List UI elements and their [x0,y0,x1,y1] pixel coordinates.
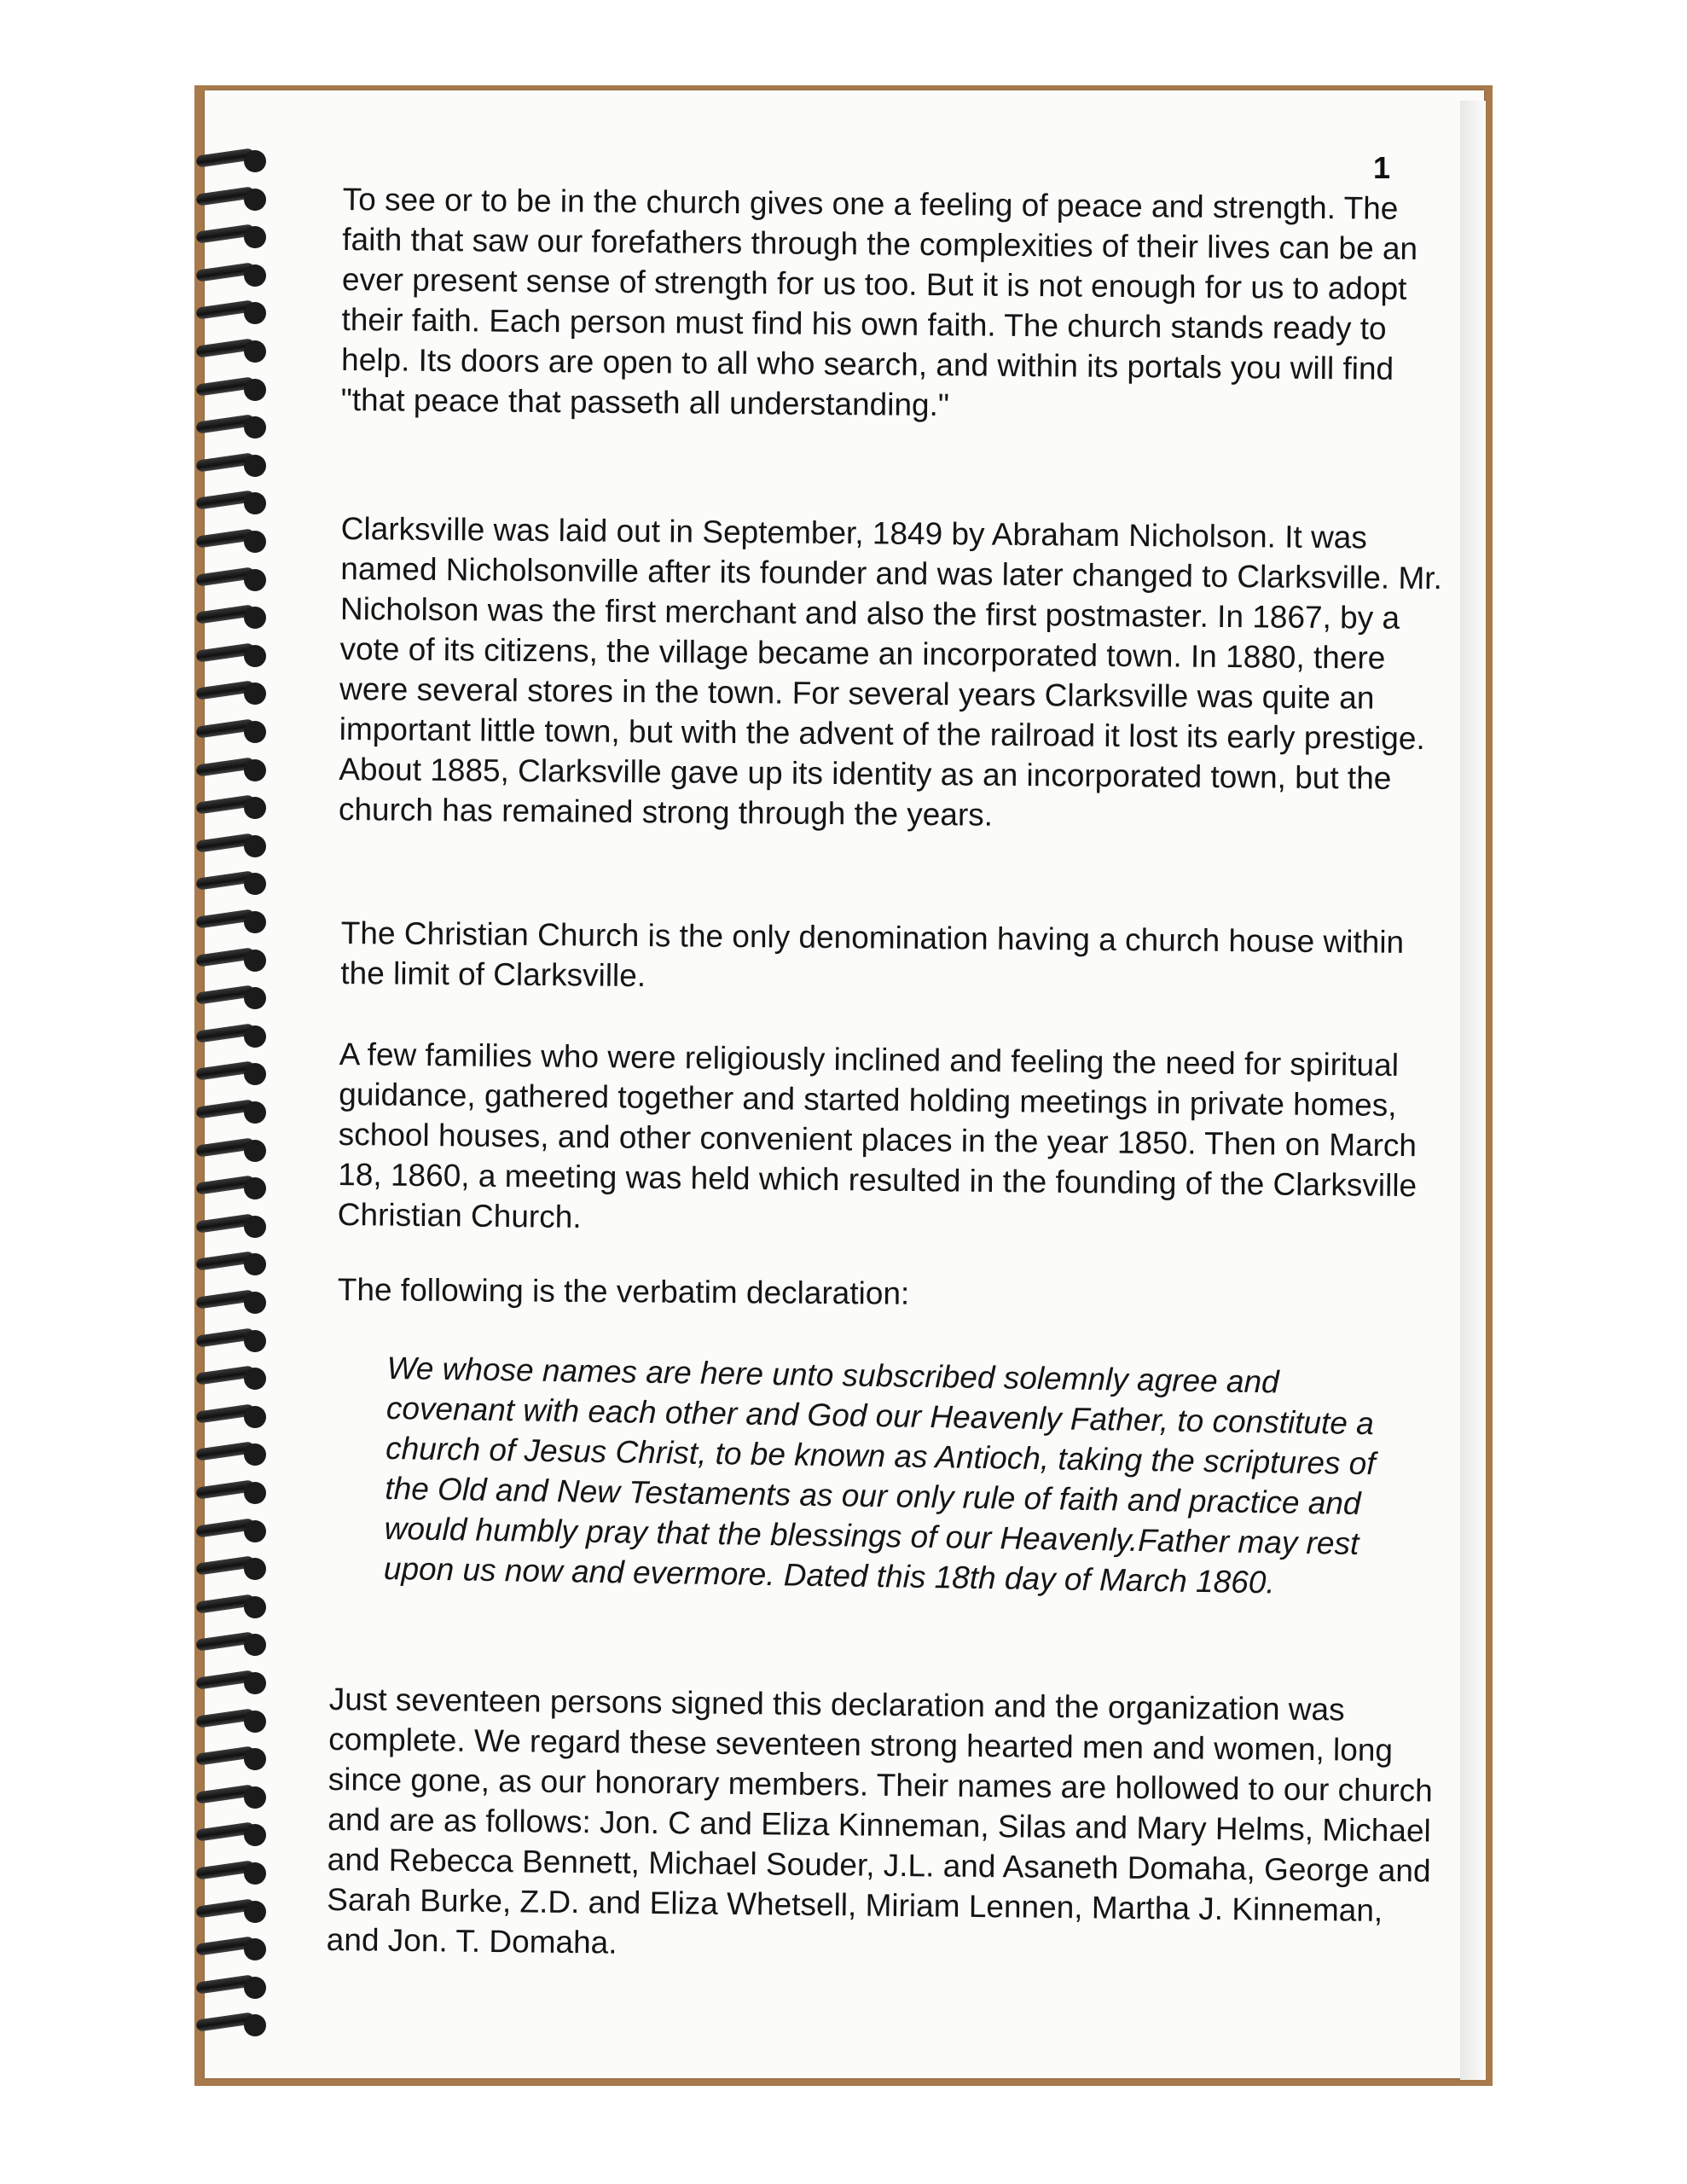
paragraph-signers: Just seventeen persons signed this declaration and the organization was complete. We regard these seventeen strong hearted men and women, long since gone, as our honorary members. Their names are hollowed to our church and are as follows: Jon. C and Eliza Kinneman, Silas and Mary Helms, Michael and Rebecca Bennett, Michael Souder, J.L. and Asaneth Domaha, George and Sarah Burke, Z.D. and Eliza Whetsell, Miriam Lennen, Martha J. Kinneman, and Jon. T. Domaha. [326,1681,1433,1960]
spiral-coil [193,1896,278,1925]
punch-hole [244,1482,266,1504]
punch-hole [244,264,266,287]
punch-hole [244,1901,266,1923]
punch-hole [244,1711,266,1733]
spiral-coil [193,374,278,403]
spiral-coil [193,1743,278,1772]
spiral-coil [193,183,278,212]
punch-hole [244,721,266,743]
spiral-coil [193,1248,278,1277]
punch-hole [244,607,266,629]
punch-hole [244,1063,266,1085]
spiral-coil [193,1819,278,1848]
paragraph-declaration-intro: The following is the verbatim declaration: [337,1271,910,1311]
punch-hole [244,1330,266,1352]
spiral-coil [193,1325,278,1354]
spiral-coil [193,1781,278,1810]
punch-hole [244,1292,266,1314]
spiral-coil [193,830,278,859]
punch-hole [244,189,266,211]
spiral-coil [193,1362,278,1391]
punch-hole [244,1862,266,1885]
punch-hole [244,950,266,972]
punch-hole [244,911,266,933]
spiral-coil [193,601,278,630]
spiral-coil [193,1629,278,1658]
spiral-coil [193,1438,278,1467]
spiral-coil [193,450,278,479]
spiral-coil [193,564,278,593]
punch-hole [244,1368,266,1390]
spiral-binding [193,145,287,2056]
punch-hole [244,1596,266,1618]
spiral-coil [193,1401,278,1430]
spiral-coil [193,906,278,935]
punch-hole [244,1443,266,1466]
spiral-coil [193,1477,278,1506]
punch-hole [244,987,266,1009]
spiral-coil [193,487,278,516]
spiral-coil [193,1857,278,1886]
punch-hole [244,873,266,895]
punch-hole [244,759,266,781]
spiral-coil [193,297,278,326]
page-number: 1 [1373,150,1391,185]
punch-hole [244,1672,266,1694]
paragraph-founding: A few families who were religiously inclined and feeling the need for spiritual guidance, gathered together and started holding meetings in private homes, school houses, and other convenient places in the year 1850. Then on March 18, 1860, a meeting was held which resulted in the founding of the Clarksville Christian Church. [337,1036,1417,1234]
page-stack-edge [1460,101,1486,2080]
punch-hole [244,455,266,477]
spiral-coil [193,640,278,669]
punch-hole [244,150,266,172]
spiral-coil [193,526,278,555]
spiral-coil [193,335,278,364]
punch-hole [244,226,266,248]
punch-hole [244,1977,266,1999]
punch-hole [244,379,266,401]
declaration-quote: We whose names are here unto subscribed solemnly agree and covenant with each other and God our Heavenly Father, to constitute a church of Jesus Christ, to be known as Antioch, taking the scriptures of the Old and New Testaments as our only rule of faith and practice and would humbly pray that the blessings of our Heavenly.Father may rest upon us now and evermore. Dated this 18th day of March 1860. [383,1350,1376,1600]
spiral-coil [193,1135,278,1164]
punch-hole [244,1253,266,1275]
spiral-coil [193,944,278,973]
punch-hole [244,1938,266,1960]
spiral-coil [193,1020,278,1049]
spiral-coil [193,1553,278,1582]
punch-hole [244,1140,266,1162]
spiral-coil [193,677,278,706]
punch-hole [244,1520,266,1542]
punch-hole [244,302,266,324]
paragraph-denomination: The Christian Church is the only denomination having a church house within the limit of Clarksville. [340,915,1405,994]
spiral-coil [193,868,278,897]
spiral-coil [193,1515,278,1544]
punch-hole [244,1101,266,1124]
spiral-coil [193,1972,278,2001]
spiral-coil [193,411,278,440]
spiral-coil [193,1172,278,1201]
punch-hole [244,531,266,553]
punch-hole [244,492,266,514]
punch-hole [244,340,266,363]
punch-hole [244,1558,266,1580]
punch-hole [244,797,266,819]
punch-hole [244,1634,266,1656]
punch-hole [244,416,266,439]
spiral-coil [193,1287,278,1316]
paragraph-history: Clarksville was laid out in September, 1849 by Abraham Nicholson. It was named Nicholsonville after its founder and was later changed to Clarksville. Mr. Nicholson was the first merchant and also the first postmaster. In 1867, by a vote of its citizens, the village became an incorporated town. In 1880, there were several stores in the town. For several years Clarksville was quite an important little town, but with the advent of the railroad it lost its early prestige. About 1885, Clarksville gave up its identity as an incorporated town, but the church has remained strong through the years. [338,510,1443,833]
spiral-coil [193,221,278,250]
punch-hole [244,1824,266,1846]
punch-hole [244,1786,266,1809]
spiral-coil [193,1933,278,1962]
punch-hole [244,835,266,857]
punch-hole [244,1748,266,1770]
spiral-coil [193,716,278,745]
punch-hole [244,682,266,705]
punch-hole [244,1177,266,1199]
spiral-coil [193,259,278,288]
punch-hole [244,2014,266,2036]
spiral-coil [193,792,278,821]
punch-hole [244,569,266,591]
spiral-coil [193,754,278,783]
punch-hole [244,645,266,667]
spiral-coil [193,2009,278,2038]
spiral-coil [193,1705,278,1734]
spiral-coil [193,982,278,1011]
punch-hole [244,1406,266,1428]
spiral-coil [193,1058,278,1087]
spiral-coil [193,145,278,174]
spiral-coil [193,1591,278,1620]
spiral-coil [193,1096,278,1125]
punch-hole [244,1216,266,1238]
paragraph-intro: To see or to be in the church gives one a feeling of peace and strength. The faith that saw our forefathers through the complexities of their lives can be an ever present sense of strength for us too. But it is not enough for us to adopt their faith. Each person must find his own faith. The church stands ready to help. Its doors are open to all who search, and within its portals you will find "that peace that passeth all understanding." [340,181,1418,423]
punch-hole [244,1025,266,1048]
spiral-coil [193,1211,278,1240]
spiral-coil [193,1667,278,1696]
